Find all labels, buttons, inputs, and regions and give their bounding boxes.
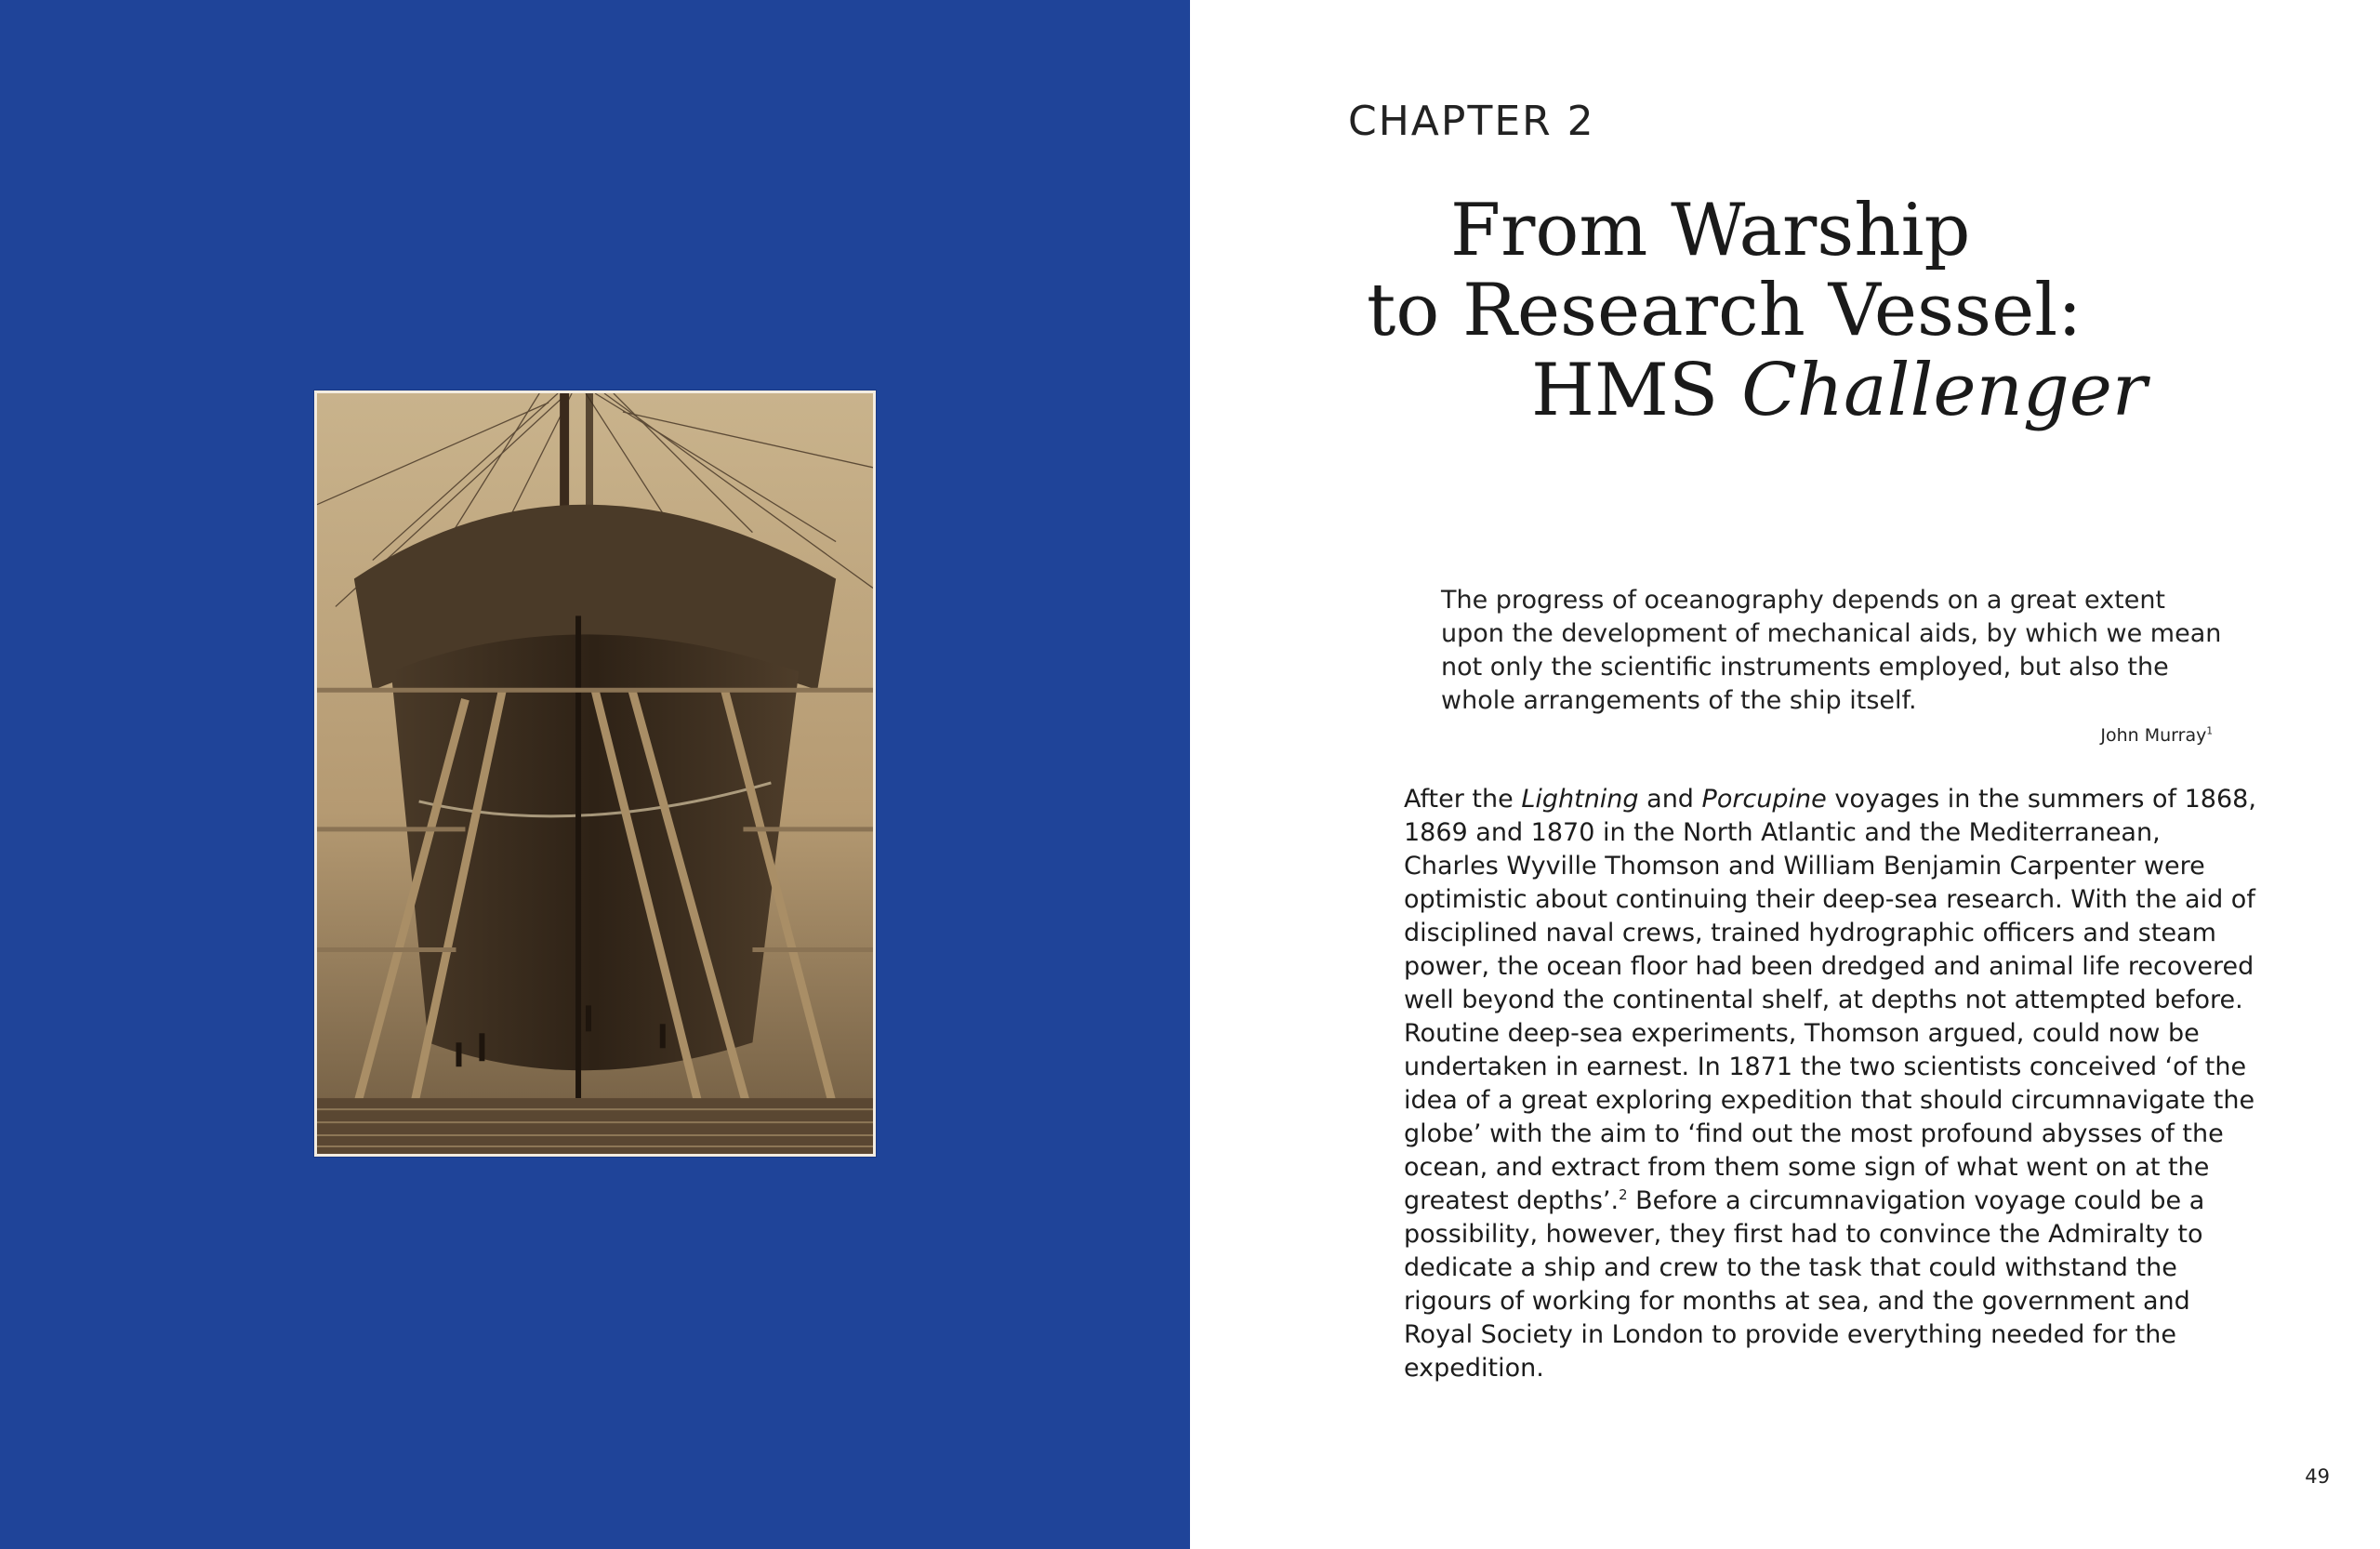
chapter-title-line-3 <box>1311 351 2241 430</box>
body-text-run: After the <box>1404 785 1522 814</box>
ship-in-dry-dock-photo <box>317 393 873 1154</box>
footnote-marker: 1 <box>2206 725 2213 737</box>
title-prefix: HMS <box>1531 349 1742 432</box>
body-text-run: and <box>1638 785 1702 814</box>
right-page <box>1190 0 2380 1549</box>
body-paragraph <box>1404 783 2259 1385</box>
body-text-run: Before a circumnavigation voyage could be a possibility, however, they first had to convince the Admiralty to dedicate a ship and crew to the task that could withstand the rigours of working for months at sea, and the government and Royal Society in London to provide everything needed for the expedition. <box>1404 1186 2205 1383</box>
chapter-title <box>1311 191 2241 430</box>
body-text-run: voyages in the summers of 1868, 1869 and 1870 in the North Atlantic and the Mediterranean, Charles Wyville Thomson and William Benjamin Carpenter were optimistic about continuing their deep-sea research. With the aid of disciplined naval crews, trained hydrographic officers and steam power, the ocean floor had been dredged and animal life recovered well beyond the continental shelf, at depths not attempted before. Routine deep-sea experiments, Thomson argued, could now be undertaken in earnest. In 1871 the two scientists conceived ‘of the idea of a great exploring expedition that should circumnavigate the globe’ with the aim to ‘find out the most profound abysses of the ocean, and extract from them some sign of what went on at the greatest depths’. <box>1404 785 2256 1215</box>
title-ship-name: Challenger <box>1741 349 2148 432</box>
chapter-title-line-2: to Research Vessel: <box>1367 269 2082 352</box>
chapter-label: CHAPTER 2 <box>1348 98 1595 145</box>
body-italic-lightning: Lightning <box>1521 785 1639 814</box>
body-italic-porcupine: Porcupine <box>1701 785 1827 814</box>
page-number: 49 <box>2305 1465 2330 1488</box>
epigraph-attribution <box>1441 725 2213 746</box>
epigraph-author: John Murray <box>2100 725 2207 746</box>
chapter-title-line-1: From Warship <box>1450 189 1971 272</box>
footnote-marker: 2 <box>1619 1186 1628 1203</box>
epigraph-quote: The progress of oceanography depends on a great extent upon the development of mechanical aids, by which we mean not only the scientific instruments employed, but also the whole arrangements of the ship itself. <box>1441 586 2222 715</box>
ship-photo-frame <box>314 391 876 1157</box>
